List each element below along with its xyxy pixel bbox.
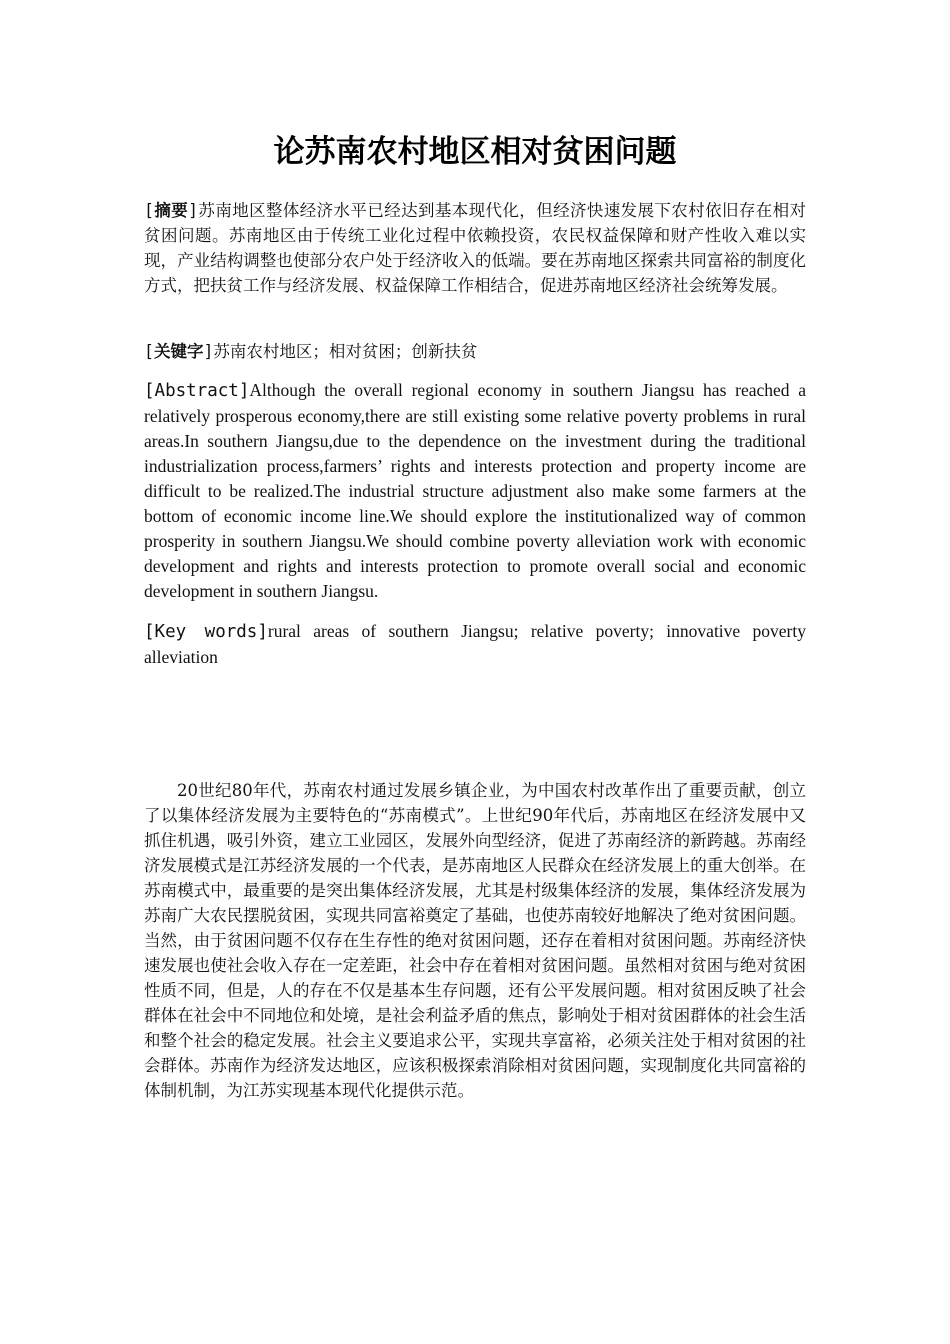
abstract-cn-label: 摘要 (153, 201, 189, 220)
abstract-en (144, 378, 806, 604)
keywords-en (144, 619, 806, 670)
abstract-en-label: [Abstract] (144, 381, 250, 401)
keywords-cn-text: 苏南农村地区；相对贫困；创新扶贫 (213, 342, 478, 361)
keywords-cn-label-close: ] (203, 342, 214, 361)
keywords-en-label: [Key words] (144, 622, 268, 642)
keywords-en-text: rural areas of southern Jiangsu; relative poverty; innovative poverty alleviation (144, 621, 806, 667)
abstract-cn-text: 苏南地区整体经济水平已经达到基本现代化，但经济快速发展下农村依旧存在相对贫困问题。苏南地区由于传统工业化过程中依赖投资，农民权益保障和财产性收入难以实现，产业结构调整也使部分农户处于经济收入的低端。要在苏南地区探索共同富裕的制度化方式，把扶贫工作与经济发展、权益保障工作相结合，促进苏南地区经济社会统筹发展。 (144, 201, 807, 295)
keywords-cn (144, 339, 806, 364)
abstract-cn-label-close: ] (188, 201, 199, 220)
abstract-cn (144, 198, 806, 298)
abstract-cn-label-open: [ (144, 201, 154, 220)
paper-title: 论苏南农村地区相对贫困问题 (273, 134, 677, 170)
abstract-en-text: Although the overall regional economy in southern Jiangsu has reached a relatively prosperous economy,there are still existing some relative poverty problems in rural areas.In southern Jiangsu,due to the dependence on the investment during the traditional industrialization process,farmers’ rights and interests protection and property income are difficult to be realized.The industrial structure adjustment also make some farmers at the bottom of economic income line.We should explore the institutionalized way of common prosperity in southern Jiangsu.We should combine poverty alleviation work with economic development and rights and interests protection to promote overall social and economic development in southern Jiangsu. (144, 380, 806, 601)
keywords-cn-label-open: [ (144, 342, 154, 361)
keywords-cn-label: 关键字 (153, 342, 204, 361)
body-paragraph: 20世纪80年代，苏南农村通过发展乡镇企业，为中国农村改革作出了重要贡献，创立了以集体经济发展为主要特色的“苏南模式”。上世纪90年代后，苏南地区在经济发展中又抓住机遇，吸引外资，建立工业园区，发展外向型经济，促进了苏南经济的新跨越。苏南经济发展模式是江苏经济发展的一个代表，是苏南地区人民群众在经济发展上的重大创举。在苏南模式中，最重要的是突出集体经济发展，尤其是村级集体经济的发展，集体经济发展为苏南广大农民摆脱贫困，实现共同富裕奠定了基础，也使苏南较好地解决了绝对贫困问题。当然，由于贫困问题不仅存在生存性的绝对贫困问题，还存在着相对贫困问题。苏南经济快速发展也使社会收入存在一定差距，社会中存在着相对贫困问题。虽然相对贫困与绝对贫困性质不同，但是，人的存在不仅是基本生存问题，还有公平发展问题。相对贫困反映了社会群体在社会中不同地位和处境，是社会利益矛盾的焦点，影响处于相对贫困群体的社会生活和整个社会的稳定发展。社会主义要追求公平，实现共享富裕，必须关注处于相对贫困的社会群体。苏南作为经济发达地区，应该积极探索消除相对贫困问题，实现制度化共同富裕的体制机制，为江苏实现基本现代化提供示范。 (144, 781, 806, 1100)
